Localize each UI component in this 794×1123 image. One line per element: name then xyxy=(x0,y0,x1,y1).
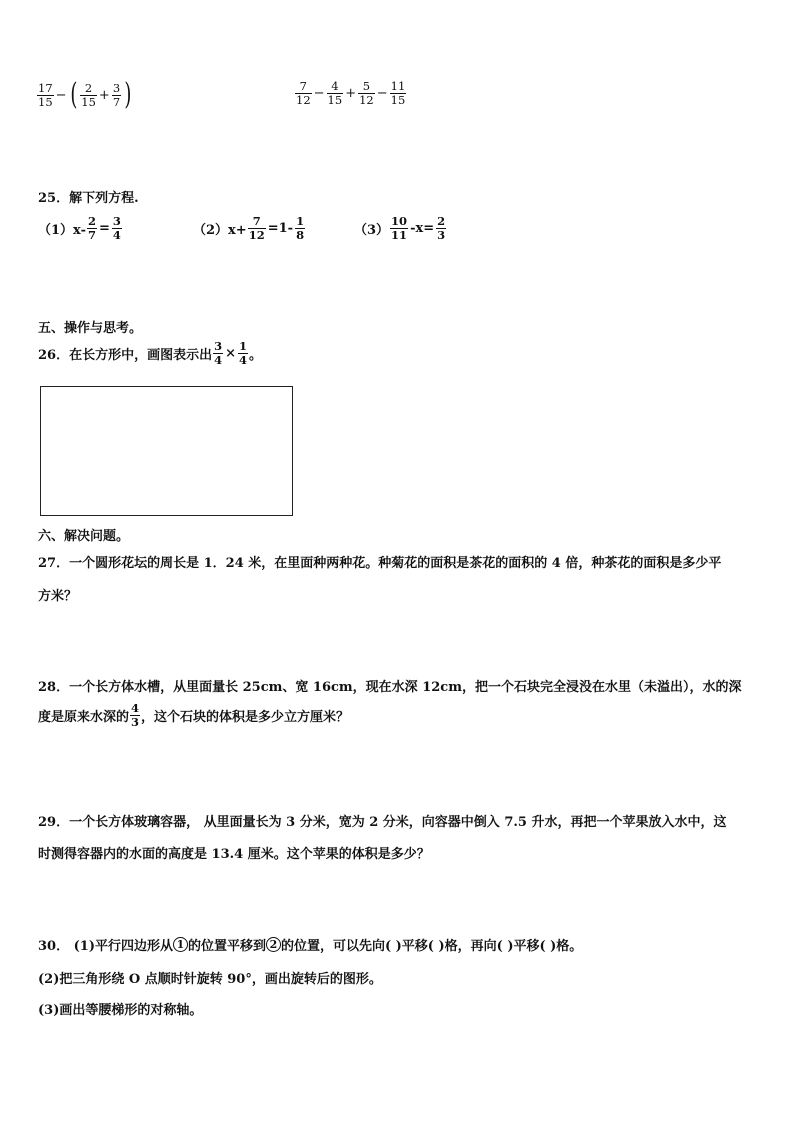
left-paren: ( xyxy=(69,77,77,112)
fraction: $\frac{17}{15}$ xyxy=(38,80,53,109)
fraction: $\frac{4}{15}$ xyxy=(327,79,343,107)
equation-3 xyxy=(354,215,447,242)
question-29-line-2: 时测得容器内的水面的高度是 13.4 厘米。这个苹果的体积是多少？ xyxy=(38,847,430,862)
question-text: 26．在长方形中，画图表示出 xyxy=(38,348,213,363)
fraction: $\frac{2}{15}$ xyxy=(81,80,96,109)
fraction: $\frac{10}{11}$ xyxy=(391,214,408,242)
equation-label: （1）x- xyxy=(38,223,86,238)
fraction: $\frac{5}{12}$ xyxy=(359,79,374,107)
fraction: $\frac{1}{4}$ xyxy=(239,339,248,367)
question-text: 30． (1)平行四边形从 xyxy=(38,939,173,954)
question-text-end: 。 xyxy=(249,348,263,363)
fraction: $\frac{11}{15}$ xyxy=(390,79,406,107)
question-25-title: 25．解下列方程. xyxy=(38,191,139,206)
fraction: $\frac{1}{8}$ xyxy=(296,214,305,242)
question-text: 的位置平移到 xyxy=(187,939,266,954)
equation-label: （2）x+ xyxy=(193,223,247,238)
times-sign: × xyxy=(225,346,237,361)
question-30-part-3: (3)画出等腰梯形的对称轴。 xyxy=(38,1003,203,1018)
fraction: $\frac{3}{7}$ xyxy=(112,80,121,109)
circled-number-1: 1 xyxy=(173,937,188,952)
minus-sign: − xyxy=(376,86,388,101)
equals-sign: = xyxy=(98,221,110,236)
fraction: $\frac{3}{4}$ xyxy=(214,339,223,367)
fraction: $\frac{7}{12}$ xyxy=(248,214,265,242)
fraction: $\frac{3}{4}$ xyxy=(112,214,121,242)
question-28-line-1: 28．一个长方体水槽，从里面量长 25cm、宽 16cm，现在水深 12cm，把一个石块完全浸没在水里（未溢出），水的深 xyxy=(38,680,742,695)
plus-sign: + xyxy=(98,87,110,103)
fraction: $\frac{2}{3}$ xyxy=(437,214,446,242)
fraction: $\frac{2}{7}$ xyxy=(87,214,96,242)
fraction: $\frac{4}{3}$ xyxy=(131,701,140,729)
question-text: 度是原来水深的 xyxy=(38,710,130,725)
question-text-end: ，这个石块的体积是多少立方厘米？ xyxy=(141,710,350,725)
question-30-part-2: (2)把三角形绕 O 点顺时针旋转 90°，画出旋转后的图形。 xyxy=(38,972,382,987)
minus-sign: − xyxy=(313,86,325,101)
fraction: $\frac{7}{12}$ xyxy=(296,79,311,107)
question-27-line-1: 27．一个圆形花坛的周长是 1．24 米，在里面种两种花。种菊花的面积是茶花的面积的 4 倍，种茶花的面积是多少平 xyxy=(38,556,722,571)
equation-2 xyxy=(193,215,306,242)
equation-1 xyxy=(38,215,123,242)
plus-sign: + xyxy=(345,86,357,101)
drawing-rectangle[interactable] xyxy=(40,386,293,516)
right-paren: ) xyxy=(124,77,132,112)
expression-a xyxy=(36,77,134,112)
equation-label: （3） xyxy=(354,223,390,238)
equation-middle: -x= xyxy=(410,221,435,236)
minus-sign: − xyxy=(55,87,67,103)
question-30-part-1 xyxy=(38,935,582,954)
section-5-heading: 五、操作与思考。 xyxy=(38,321,143,336)
section-6-heading: 六、解决问题。 xyxy=(38,529,130,544)
question-27-line-2: 方米？ xyxy=(38,589,78,604)
question-text: 的位置，可以先向( )平移( )格，再向( )平移( )格。 xyxy=(280,939,583,954)
equals-sign: =1- xyxy=(267,221,294,236)
question-28-line-2 xyxy=(38,702,349,729)
question-26 xyxy=(38,340,262,367)
circled-number-2: 2 xyxy=(266,937,281,952)
expression-b xyxy=(294,80,407,107)
question-29-line-1: 29．一个长方体玻璃容器， 从里面量长为 3 分米，宽为 2 分米，向容器中倒入 7.5 升水，再把一个苹果放入水中，这 xyxy=(38,815,727,830)
